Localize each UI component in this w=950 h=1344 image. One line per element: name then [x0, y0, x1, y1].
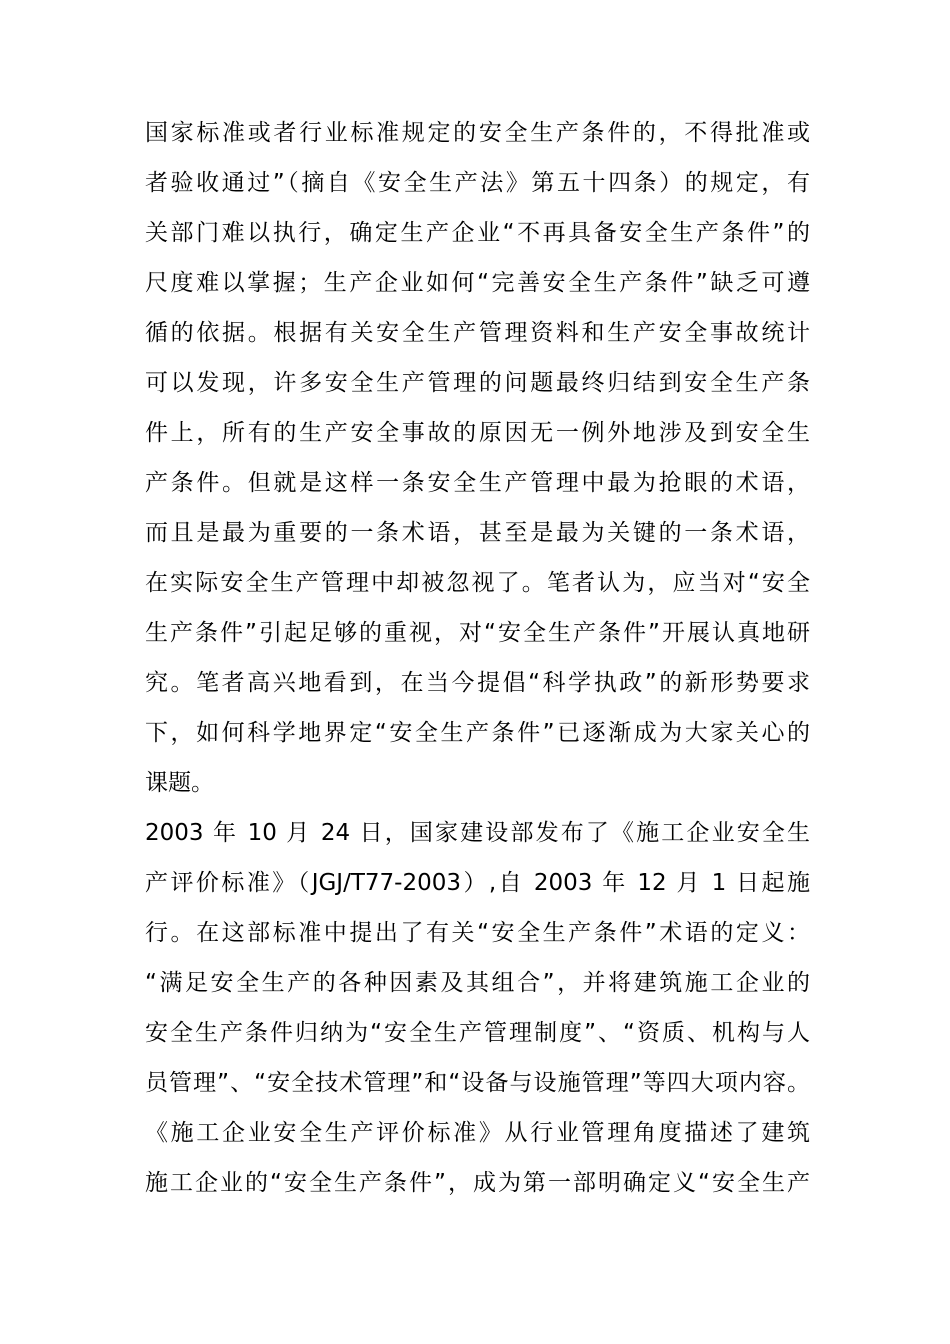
text-line: 2003 年 10 月 24 日，国家建设部发布了《施工企业安全生 — [145, 820, 810, 846]
text-line: 安全生产条件归纳为“安全生产管理制度”、“资质、机构与人 — [145, 1020, 810, 1046]
text-line: 产评价标准》（JGJ/T77-2003）,自 2003 年 12 月 1 日起施 — [145, 870, 810, 896]
text-line: 者验收通过”（摘自《安全生产法》第五十四条）的规定，有 — [145, 170, 810, 196]
text-line: 关部门难以执行，确定生产企业“不再具备安全生产条件”的 — [145, 220, 810, 246]
text-line: 施工企业的“安全生产条件”，成为第一部明确定义“安全生产 — [145, 1170, 810, 1196]
text-line: 究。笔者高兴地看到，在当今提倡“科学执政”的新形势要求 — [145, 670, 810, 696]
text-line: 可以发现，许多安全生产管理的问题最终归结到安全生产条 — [145, 370, 810, 396]
text-line: 下，如何科学地界定“安全生产条件”已逐渐成为大家关心的 — [145, 720, 810, 746]
text-line: 尺度难以掌握；生产企业如何“完善安全生产条件”缺乏可遵 — [145, 270, 810, 296]
text-line: 员管理”、“安全技术管理”和“设备与设施管理”等四大项内容。 — [145, 1070, 810, 1096]
text-line: 生产条件”引起足够的重视，对“安全生产条件”开展认真地研 — [145, 620, 810, 646]
text-line: 件上，所有的生产安全事故的原因无一例外地涉及到安全生 — [145, 420, 810, 446]
text-line: 产条件。但就是这样一条安全生产管理中最为抢眼的术语， — [145, 470, 810, 496]
text-line: 而且是最为重要的一条术语，甚至是最为关键的一条术语， — [145, 520, 810, 546]
text-line: 行。在这部标准中提出了有关“安全生产条件”术语的定义： — [145, 920, 810, 946]
text-line: “满足安全生产的各种因素及其组合”，并将建筑施工企业的 — [145, 970, 810, 996]
text-line: 《施工企业安全生产评价标准》从行业管理角度描述了建筑 — [145, 1120, 810, 1146]
text-line: 国家标准或者行业标准规定的安全生产条件的，不得批准或 — [145, 120, 810, 146]
body-text — [145, 108, 810, 1208]
text-line: 在实际安全生产管理中却被忽视了。笔者认为，应当对“安全 — [145, 570, 810, 596]
text-line: 课题。 — [145, 770, 214, 796]
text-line: 循的依据。根据有关安全生产管理资料和生产安全事故统计 — [145, 320, 810, 346]
